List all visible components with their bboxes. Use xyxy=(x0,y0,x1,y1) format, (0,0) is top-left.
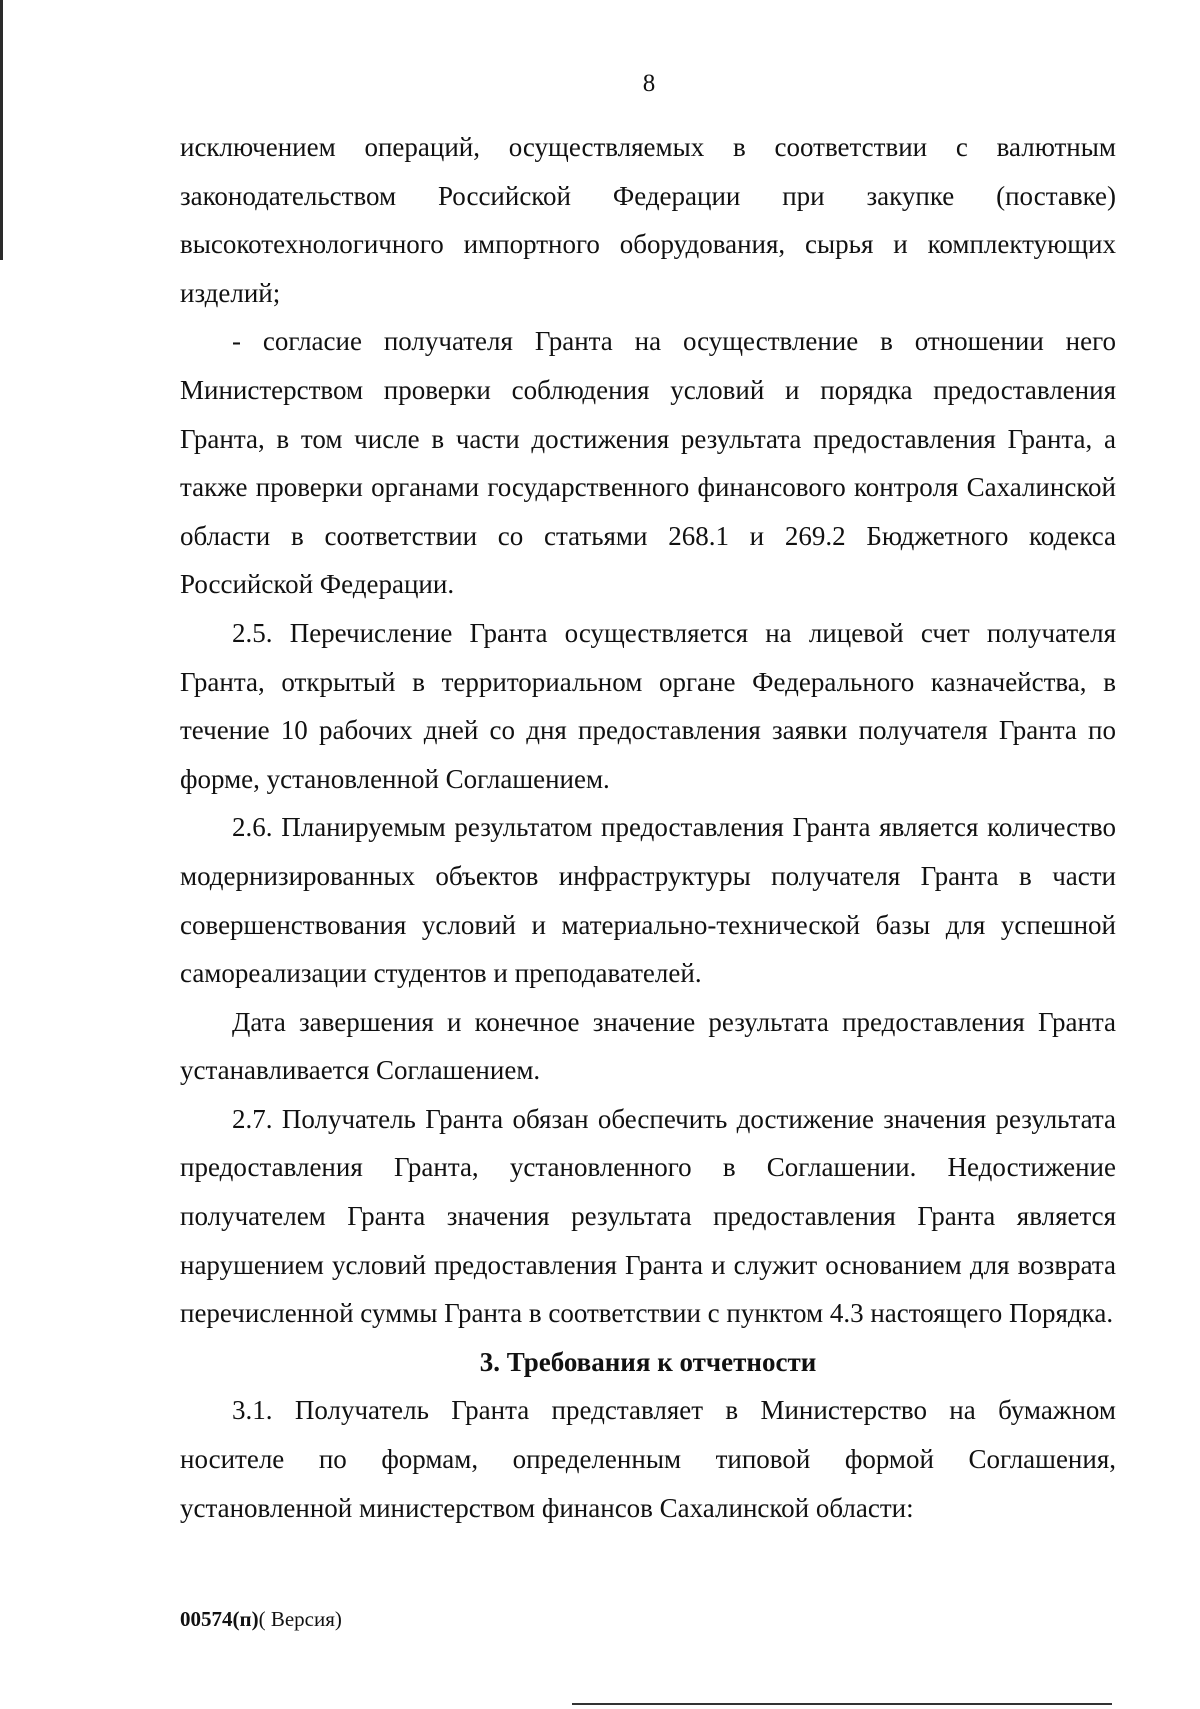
footer-code: 00574(п) xyxy=(180,1607,259,1631)
bottom-divider-line xyxy=(572,1703,1112,1705)
paragraph: - согласие получателя Гранта на осуществление в отношении него Министерством проверки соблюдения условий и порядка предоставления Гранта, в том числе в части достижения результата предоставления Гранта, а также проверки органами государственного финансового контроля Сахалинской области в соответствии со статьями 268.1 и 269.2 Бюджетного кодекса Российской Федерации. xyxy=(180,326,1116,600)
paragraphs-after-heading xyxy=(180,1386,1116,1532)
paragraph: исключением операций, осуществляемых в соответствии с валютным законодательством Российской Федерации при закупке (поставке) высокотехнологичного импортного оборудования, сырья и комплектующих изделий; xyxy=(180,132,1116,308)
footer-version-label: ( Версия) xyxy=(258,1607,342,1631)
paragraphs-before-heading xyxy=(180,123,1116,1338)
paragraph: Дата завершения и конечное значение результата предоставления Гранта устанавливается Соглашением. xyxy=(180,1006,1116,1086)
section-heading: 3. Требования к отчетности xyxy=(479,1346,817,1377)
paragraph: 3.1. Получатель Гранта представляет в Министерство на бумажном носителе по формам, определенным типовой формой Соглашения, установленной министерством финансов Сахалинской области: xyxy=(180,1395,1116,1523)
page-number: 8 xyxy=(642,70,656,97)
paragraph: 2.6. Планируемым результатом предоставления Гранта является количество модернизированных объектов инфраструктуры получателя Гранта в части совершенствования условий и материально-технической базы для успешной самореализации студентов и преподавателей. xyxy=(180,812,1116,989)
document-body xyxy=(180,123,1116,1532)
paragraph: 2.5. Перечисление Гранта осуществляется на лицевой счет получателя Гранта, открытый в территориальном органе Федерального казначейства, в течение 10 рабочих дней со дня предоставления заявки получателя Гранта по форме, установленной Соглашением. xyxy=(180,617,1116,794)
scan-edge-line xyxy=(0,0,3,260)
paragraph: 2.7. Получатель Гранта обязан обеспечить достижение значения результата предоставления Гранта, установленного в Соглашении. Недостижение получателем Гранта значения результата предоставления Гранта является нарушением условий предоставления Гранта и служит основанием для возврата перечисленной суммы Гранта в соответствии с пунктом 4.3 настоящего Порядка. xyxy=(180,1103,1116,1329)
footer-document-code xyxy=(180,1607,342,1632)
